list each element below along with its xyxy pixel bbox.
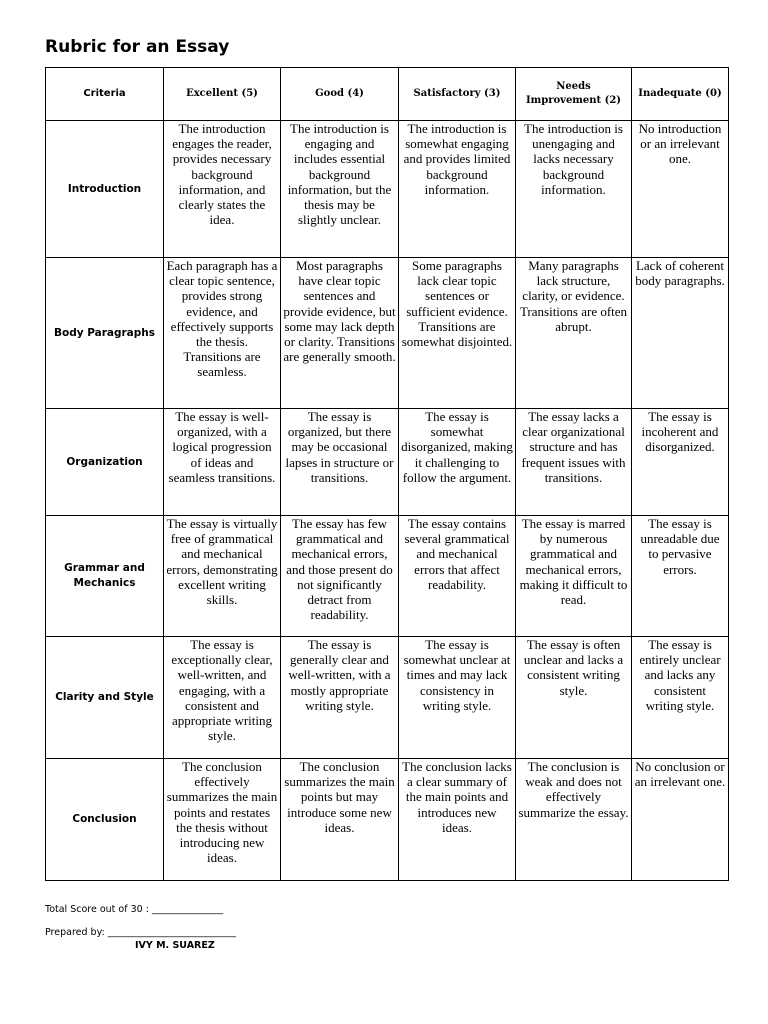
document-title: Rubric for an Essay [45, 37, 230, 57]
rubric-cell: The essay is well-organized, with a logical progression of ideas and seamless transitions. [164, 409, 281, 516]
prepared-by-line: Prepared by: ___________________________ [45, 927, 236, 938]
rubric-cell: The essay is somewhat unclear at times and may lack consistency in writing style. [399, 637, 516, 759]
rubric-cell: The introduction is engaging and includes essential background information, but the thesis may be slightly unclear. [281, 121, 399, 258]
rubric-cell: The essay is often unclear and lacks a consistent writing style. [516, 637, 632, 759]
rubric-cell: The introduction is unengaging and lacks necessary background information. [516, 121, 632, 258]
criteria-cell: Grammar and Mechanics [46, 516, 164, 637]
criteria-cell: Clarity and Style [46, 637, 164, 759]
rubric-cell: No introduction or an irrelevant one. [632, 121, 729, 258]
rubric-cell: The essay is exceptionally clear, well-written, and engaging, with a consistent and appropriate writing style. [164, 637, 281, 759]
criteria-cell: Introduction [46, 121, 164, 258]
rubric-cell: The conclusion lacks a clear summary of the main points and introduces new ideas. [399, 759, 516, 881]
criteria-cell: Conclusion [46, 759, 164, 881]
row-grammar-and-mechanics [46, 516, 729, 637]
criteria-cell: Organization [46, 409, 164, 516]
rubric-cell: Some paragraphs lack clear topic sentences or sufficient evidence. Transitions are somewhat disjointed. [399, 258, 516, 409]
rubric-cell: Most paragraphs have clear topic sentences and provide evidence, but some may lack depth or clarity. Transitions are generally smooth. [281, 258, 399, 409]
row-clarity-and-style [46, 637, 729, 759]
header-inadequate: Inadequate (0) [632, 68, 729, 121]
rubric-cell: The conclusion effectively summarizes the main points and restates the thesis without introducing new ideas. [164, 759, 281, 881]
row-conclusion [46, 759, 729, 881]
header-excellent: Excellent (5) [164, 68, 281, 121]
rubric-cell: The essay is entirely unclear and lacks any consistent writing style. [632, 637, 729, 759]
rubric-cell: The introduction is somewhat engaging and provides limited background information. [399, 121, 516, 258]
header-row [46, 68, 729, 121]
preparer-name: IVY M. SUAREZ [135, 940, 215, 951]
header-good: Good (4) [281, 68, 399, 121]
rubric-cell: The essay is marred by numerous grammatical and mechanical errors, making it difficult to read. [516, 516, 632, 637]
rubric-cell: Each paragraph has a clear topic sentence, provides strong evidence, and effectively supports the thesis. Transitions are seamless. [164, 258, 281, 409]
row-introduction [46, 121, 729, 258]
rubric-table [45, 67, 729, 881]
rubric-cell: The essay contains several grammatical and mechanical errors that affect readability. [399, 516, 516, 637]
rubric-cell: The essay is unreadable due to pervasive errors. [632, 516, 729, 637]
rubric-cell: The essay has few grammatical and mechanical errors, and those present do not significantly detract from readability. [281, 516, 399, 637]
row-organization [46, 409, 729, 516]
rubric-cell: Lack of coherent body paragraphs. [632, 258, 729, 409]
rubric-cell: The essay is somewhat disorganized, making it challenging to follow the argument. [399, 409, 516, 516]
rubric-cell: The essay is incoherent and disorganized. [632, 409, 729, 516]
header-needs-improvement: Needs Improvement (2) [516, 68, 632, 121]
header-satisfactory: Satisfactory (3) [399, 68, 516, 121]
rubric-cell: The essay lacks a clear organizational structure and has frequent issues with transitions. [516, 409, 632, 516]
total-score-line: Total Score out of 30 : _______________ [45, 904, 224, 915]
row-body-paragraphs [46, 258, 729, 409]
rubric-cell: The essay is virtually free of grammatical and mechanical errors, demonstrating excellent writing skills. [164, 516, 281, 637]
header-criteria: Criteria [46, 68, 164, 121]
rubric-cell: The conclusion summarizes the main points but may introduce some new ideas. [281, 759, 399, 881]
rubric-cell: Many paragraphs lack structure, clarity, or evidence. Transitions are often abrupt. [516, 258, 632, 409]
criteria-cell: Body Paragraphs [46, 258, 164, 409]
rubric-cell: No conclusion or an irrelevant one. [632, 759, 729, 881]
rubric-cell: The introduction engages the reader, provides necessary background information, and clearly states the idea. [164, 121, 281, 258]
rubric-cell: The essay is generally clear and well-written, with a mostly appropriate writing style. [281, 637, 399, 759]
rubric-cell: The essay is organized, but there may be occasional lapses in structure or transitions. [281, 409, 399, 516]
rubric-cell: The conclusion is weak and does not effectively summarize the essay. [516, 759, 632, 881]
